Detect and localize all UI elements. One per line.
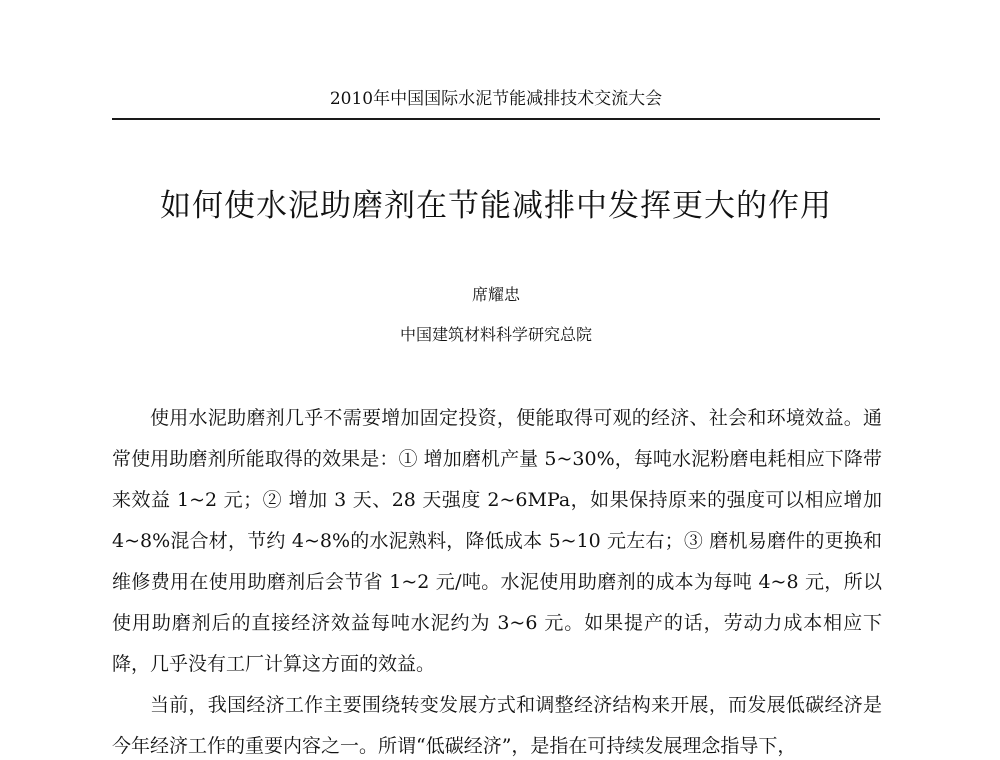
body-paragraph-2: 当前，我国经济工作主要围绕转变发展方式和调整经济结构来开展，而发展低碳经济是今年经济工作的重要内容之一。所谓“低碳经济”，是指在可持续发展理念指导下， [112, 694, 882, 757]
body-text [112, 398, 882, 760]
author-affiliation: 中国建筑材料科学研究总院 [399, 325, 592, 344]
article-title: 如何使水泥助磨剂在节能减排中发挥更大的作用 [160, 188, 832, 224]
conference-header: 2010年中国国际水泥节能减排技术交流大会 [329, 89, 663, 109]
author-name: 席耀忠 [471, 285, 520, 304]
body-paragraph-1: 使用水泥助磨剂几乎不需要增加固定投资，便能取得可观的经济、社会和环境效益。通常使用助磨剂所能取得的效果是：① 增加磨机产量 5~30%，每吨水泥粉磨电耗相应下降带来效益 1~2 元；② 增加 3 天、28 天强度 2~6MPa，如果保持原来的强度可以相应增加 4~8%混合材，节约 4~8%的水泥熟料，降低成本 5~10 元左右；③ 磨机易磨件的更换和维修费用在使用助磨剂后会节省 1~2 元/吨。水泥使用助磨剂的成本为每吨 4~8 元，所以使用助磨剂后的直接经济效益每吨水泥约为 3~6 元。如果提产的话，劳动力成本相应下降，几乎没有工厂计算这方面的效益。 [112, 407, 882, 675]
header-rule [112, 118, 880, 120]
